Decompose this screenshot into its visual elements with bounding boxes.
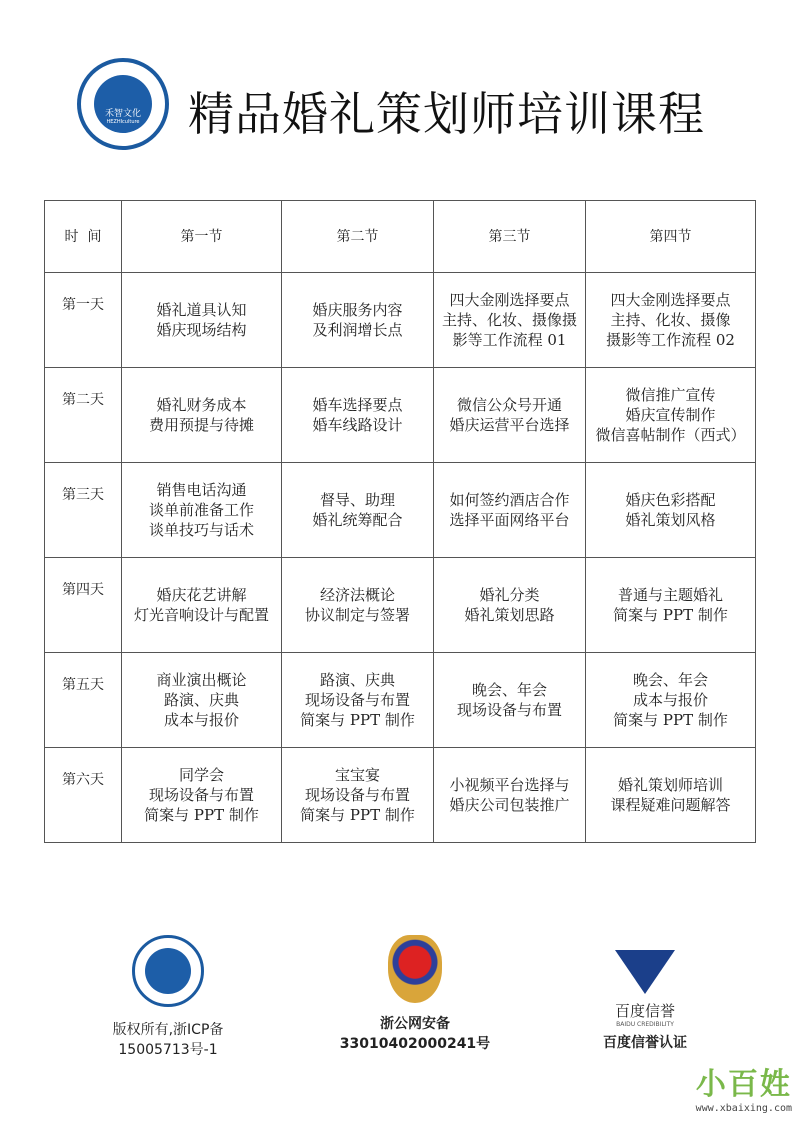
course-cell: 普通与主题婚礼 简案与 PPT 制作 — [586, 558, 756, 653]
course-cell: 婚礼策划师培训 课程疑难问题解答 — [586, 748, 756, 843]
table-row — [45, 463, 756, 558]
header-cell: 第四节 — [586, 201, 756, 273]
day-cell: 第一天 — [45, 273, 122, 368]
header-cell: 第一节 — [122, 201, 282, 273]
watermark-name: 小百姓 — [695, 1067, 792, 1102]
course-cell: 路演、庆典 现场设备与布置 简案与 PPT 制作 — [282, 653, 434, 748]
course-cell: 晚会、年会 成本与报价 简案与 PPT 制作 — [586, 653, 756, 748]
table-row — [45, 273, 756, 368]
baidu-logo-en: BAIDU CREDIBILITY — [616, 1021, 674, 1028]
course-cell: 婚礼分类 婚礼策划思路 — [434, 558, 586, 653]
baidu-credibility-text[interactable]: 百度信誉认证 — [603, 1035, 687, 1051]
table-row — [45, 368, 756, 463]
course-cell: 小视频平台选择与 婚庆公司包装推广 — [434, 748, 586, 843]
page-title: 精品婚礼策划师培训课程 — [188, 87, 705, 141]
course-cell: 四大金刚选择要点 主持、化妆、摄像摄 影等工作流程 01 — [434, 273, 586, 368]
course-cell: 微信公众号开通 婚庆运营平台选择 — [434, 368, 586, 463]
course-cell: 商业演出概论 路演、庆典 成本与报价 — [122, 653, 282, 748]
course-cell: 婚礼财务成本 费用预提与待摊 — [122, 368, 282, 463]
logo-cn: 禾智文化 — [104, 109, 141, 119]
header-cell: 第三节 — [434, 201, 586, 273]
course-cell: 微信推广宣传 婚庆宣传制作 微信喜帖制作（西式） — [586, 368, 756, 463]
course-cell: 如何签约酒店合作 选择平面网络平台 — [434, 463, 586, 558]
course-cell: 销售电话沟通 谈单前准备工作 谈单技巧与话术 — [122, 463, 282, 558]
day-cell: 第五天 — [45, 653, 122, 748]
baidu-logo-text: 百度信誉 — [614, 1002, 675, 1020]
police-record-text[interactable]: 浙公网安备 33010402000241号 — [339, 1016, 491, 1052]
header-cell: 时 间 — [45, 201, 122, 273]
course-cell: 婚车选择要点 婚车线路设计 — [282, 368, 434, 463]
watermark-url: www.xbaixing.com — [695, 1103, 792, 1114]
day-cell: 第三天 — [45, 463, 122, 558]
watermark — [696, 1059, 792, 1114]
icp-text[interactable]: 版权所有,浙ICP备15005713号-1 — [112, 1022, 224, 1058]
course-cell: 经济法概论 协议制定与签署 — [282, 558, 434, 653]
header-cell: 第二节 — [282, 201, 434, 273]
course-cell: 婚庆色彩搭配 婚礼策划风格 — [586, 463, 756, 558]
footer-copyright — [78, 935, 258, 1059]
footer-baidu — [590, 950, 700, 1052]
course-cell: 督导、助理 婚礼统筹配合 — [282, 463, 434, 558]
course-cell: 四大金刚选择要点 主持、化妆、摄像 摄影等工作流程 02 — [586, 273, 756, 368]
baidu-v-icon — [615, 950, 675, 994]
header-row — [45, 201, 756, 273]
course-cell: 宝宝宴 现场设备与布置 简案与 PPT 制作 — [282, 748, 434, 843]
course-cell: 婚礼道具认知 婚庆现场结构 — [122, 273, 282, 368]
day-cell: 第六天 — [45, 748, 122, 843]
company-logo — [77, 58, 169, 150]
company-logo-small — [132, 935, 204, 1007]
schedule-table — [44, 200, 756, 843]
footer-police — [320, 935, 510, 1053]
course-cell: 婚庆服务内容 及利润增长点 — [282, 273, 434, 368]
course-cell: 婚庆花艺讲解 灯光音响设计与配置 — [122, 558, 282, 653]
day-cell: 第二天 — [45, 368, 122, 463]
course-cell: 同学会 现场设备与布置 简案与 PPT 制作 — [122, 748, 282, 843]
course-cell: 晚会、年会 现场设备与布置 — [434, 653, 586, 748]
logo-en: HEZHIculture — [106, 119, 140, 125]
table-row — [45, 748, 756, 843]
table-row — [45, 558, 756, 653]
day-cell: 第四天 — [45, 558, 122, 653]
table-row — [45, 653, 756, 748]
police-emblem-icon — [388, 935, 442, 1003]
